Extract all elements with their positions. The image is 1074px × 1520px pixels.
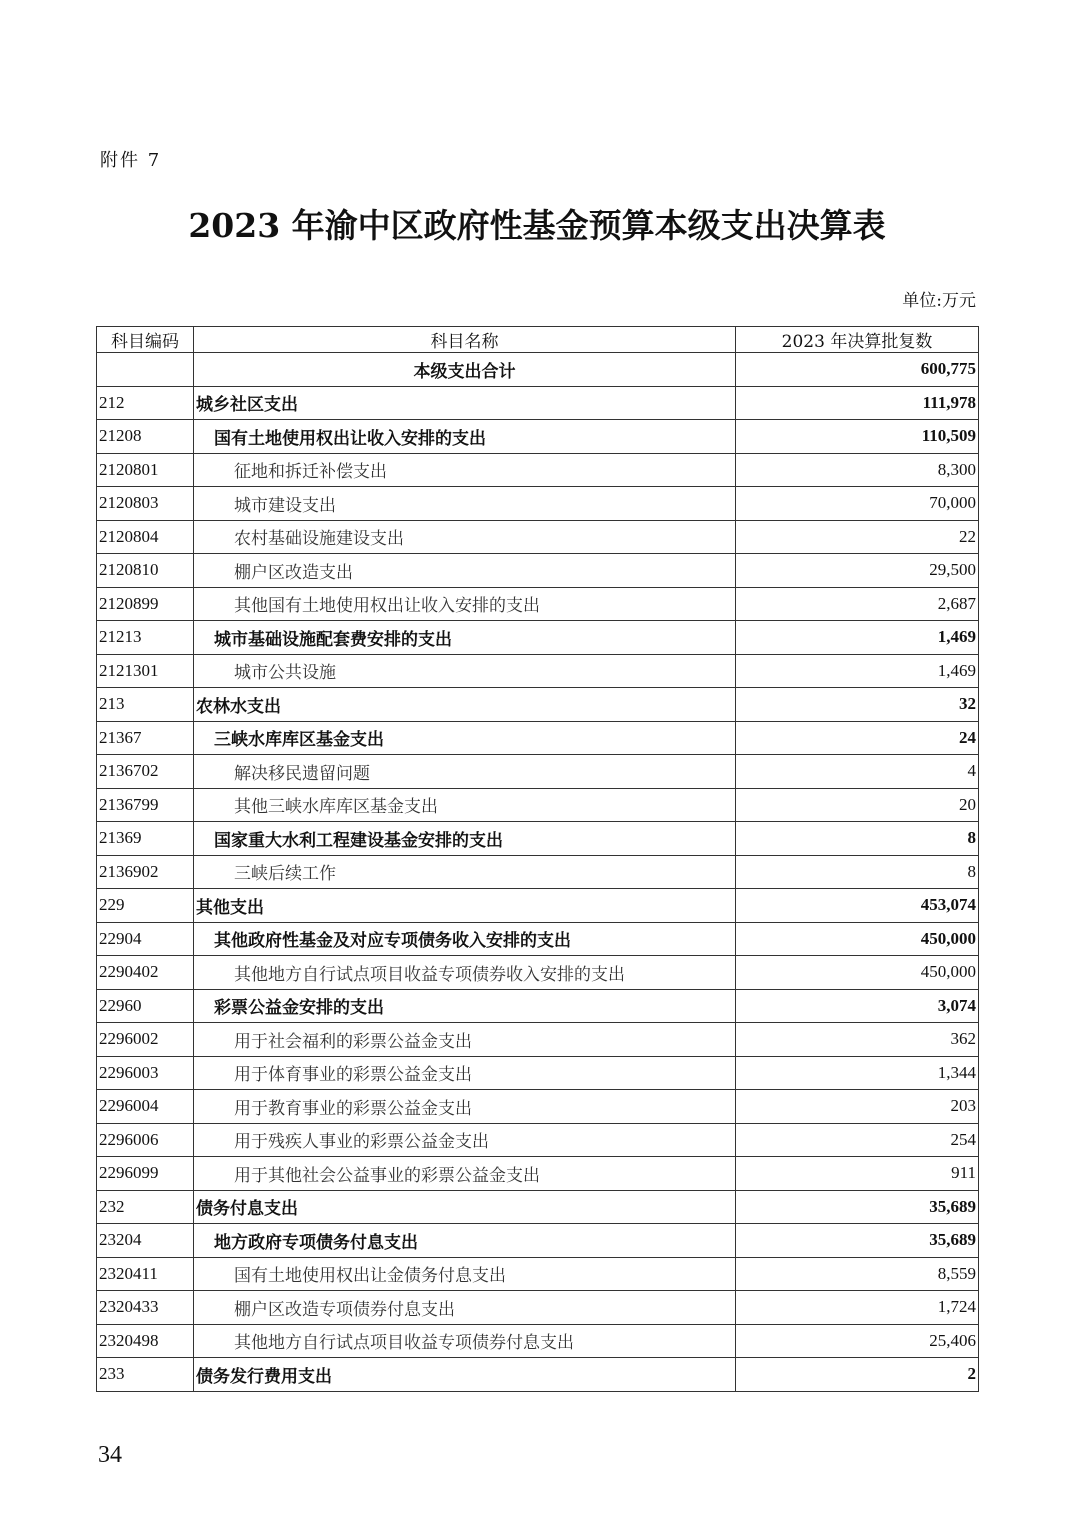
row-amount: 1,344 [736, 1056, 979, 1090]
row-name: 彩票公益金安排的支出 [194, 989, 736, 1023]
table-row [97, 1257, 979, 1291]
row-name: 三峡水库库区基金支出 [194, 721, 736, 755]
table-row [97, 1157, 979, 1191]
row-name: 国有土地使用权出让金债务付息支出 [194, 1257, 736, 1291]
table-row [97, 688, 979, 722]
row-name: 用于社会福利的彩票公益金支出 [194, 1023, 736, 1057]
row-name: 用于其他社会公益事业的彩票公益金支出 [194, 1157, 736, 1191]
table-row [97, 922, 979, 956]
table-row [97, 889, 979, 923]
row-amount: 8 [736, 855, 979, 889]
row-code: 21208 [97, 420, 194, 454]
row-name: 债务付息支出 [194, 1190, 736, 1224]
row-name: 其他支出 [194, 889, 736, 923]
table-row [97, 1023, 979, 1057]
table-header-row [97, 327, 979, 353]
table-row [97, 721, 979, 755]
row-code: 22960 [97, 989, 194, 1023]
table-row [97, 554, 979, 588]
table-row [97, 1190, 979, 1224]
row-code: 2120803 [97, 487, 194, 521]
table-body [97, 353, 979, 1392]
row-amount: 70,000 [736, 487, 979, 521]
row-amount: 362 [736, 1023, 979, 1057]
row-code: 2296002 [97, 1023, 194, 1057]
table-row [97, 1324, 979, 1358]
row-code: 2120801 [97, 453, 194, 487]
row-code: 2296006 [97, 1123, 194, 1157]
table-row [97, 1291, 979, 1325]
row-name: 三峡后续工作 [194, 855, 736, 889]
row-name: 债务发行费用支出 [194, 1358, 736, 1392]
row-name: 用于体育事业的彩票公益金支出 [194, 1056, 736, 1090]
table-row [97, 453, 979, 487]
table-row [97, 587, 979, 621]
table-row [97, 654, 979, 688]
row-amount: 1,469 [736, 654, 979, 688]
row-code: 21367 [97, 721, 194, 755]
page-number: 34 [98, 1442, 122, 1468]
row-code: 2290402 [97, 956, 194, 990]
row-amount: 1,724 [736, 1291, 979, 1325]
row-name: 其他国有土地使用权出让收入安排的支出 [194, 587, 736, 621]
row-name: 农村基础设施建设支出 [194, 520, 736, 554]
header-name: 科目名称 [194, 327, 736, 353]
unit-label: 单位:万元 [902, 291, 976, 311]
table-row [97, 420, 979, 454]
row-code: 2320498 [97, 1324, 194, 1358]
table-row [97, 788, 979, 822]
row-name: 农林水支出 [194, 688, 736, 722]
row-code: 233 [97, 1358, 194, 1392]
row-code: 213 [97, 688, 194, 722]
budget-table [96, 326, 979, 1392]
row-code: 2296004 [97, 1090, 194, 1124]
row-amount: 20 [736, 788, 979, 822]
row-code: 2136702 [97, 755, 194, 789]
row-name: 地方政府专项债务付息支出 [194, 1224, 736, 1258]
row-amount: 8,300 [736, 453, 979, 487]
row-amount: 32 [736, 688, 979, 722]
row-code: 2121301 [97, 654, 194, 688]
table-row [97, 1224, 979, 1258]
table-row [97, 855, 979, 889]
row-code: 2120810 [97, 554, 194, 588]
row-amount: 1,469 [736, 621, 979, 655]
row-code [97, 353, 194, 387]
row-amount: 911 [736, 1157, 979, 1191]
table-row [97, 386, 979, 420]
row-amount: 254 [736, 1123, 979, 1157]
row-amount: 22 [736, 520, 979, 554]
table-row [97, 487, 979, 521]
row-amount: 29,500 [736, 554, 979, 588]
row-amount: 111,978 [736, 386, 979, 420]
row-name: 用于残疾人事业的彩票公益金支出 [194, 1123, 736, 1157]
header-code: 科目编码 [97, 327, 194, 353]
row-amount: 450,000 [736, 956, 979, 990]
row-amount: 203 [736, 1090, 979, 1124]
row-name: 国有土地使用权出让收入安排的支出 [194, 420, 736, 454]
row-code: 2320433 [97, 1291, 194, 1325]
header-amount: 2023 年决算批复数 [736, 327, 979, 353]
row-amount: 2 [736, 1358, 979, 1392]
row-name: 城市基础设施配套费安排的支出 [194, 621, 736, 655]
row-code: 21369 [97, 822, 194, 856]
row-amount: 453,074 [736, 889, 979, 923]
row-code: 2320411 [97, 1257, 194, 1291]
row-code: 232 [97, 1190, 194, 1224]
row-name: 本级支出合计 [194, 353, 736, 387]
table-row [97, 822, 979, 856]
row-code: 2136799 [97, 788, 194, 822]
row-code: 212 [97, 386, 194, 420]
row-code: 2296003 [97, 1056, 194, 1090]
attachment-label: 附件 7 [100, 150, 162, 171]
row-amount: 25,406 [736, 1324, 979, 1358]
table-row [97, 989, 979, 1023]
row-amount: 3,074 [736, 989, 979, 1023]
table-row [97, 353, 979, 387]
table-row [97, 520, 979, 554]
table-row [97, 1090, 979, 1124]
row-amount: 24 [736, 721, 979, 755]
table-row [97, 1358, 979, 1392]
row-amount: 8 [736, 822, 979, 856]
row-amount: 4 [736, 755, 979, 789]
row-name: 解决移民遗留问题 [194, 755, 736, 789]
row-name: 棚户区改造支出 [194, 554, 736, 588]
row-amount: 35,689 [736, 1224, 979, 1258]
row-name: 城市建设支出 [194, 487, 736, 521]
page-title: 2023 年渝中区政府性基金预算本级支出决算表 [188, 206, 886, 245]
row-name: 城市公共设施 [194, 654, 736, 688]
row-name: 征地和拆迁补偿支出 [194, 453, 736, 487]
row-code: 21213 [97, 621, 194, 655]
row-name: 其他政府性基金及对应专项债务收入安排的支出 [194, 922, 736, 956]
row-name: 其他三峡水库库区基金支出 [194, 788, 736, 822]
row-code: 2296099 [97, 1157, 194, 1191]
row-code: 22904 [97, 922, 194, 956]
row-code: 2120899 [97, 587, 194, 621]
row-code: 2136902 [97, 855, 194, 889]
row-amount: 450,000 [736, 922, 979, 956]
table-row [97, 956, 979, 990]
row-name: 其他地方自行试点项目收益专项债券付息支出 [194, 1324, 736, 1358]
row-name: 城乡社区支出 [194, 386, 736, 420]
row-amount: 8,559 [736, 1257, 979, 1291]
row-code: 2120804 [97, 520, 194, 554]
row-name: 国家重大水利工程建设基金安排的支出 [194, 822, 736, 856]
row-name: 棚户区改造专项债券付息支出 [194, 1291, 736, 1325]
row-amount: 110,509 [736, 420, 979, 454]
row-code: 23204 [97, 1224, 194, 1258]
row-name: 用于教育事业的彩票公益金支出 [194, 1090, 736, 1124]
row-name: 其他地方自行试点项目收益专项债券收入安排的支出 [194, 956, 736, 990]
row-amount: 2,687 [736, 587, 979, 621]
table-row [97, 1123, 979, 1157]
row-code: 229 [97, 889, 194, 923]
row-amount: 600,775 [736, 353, 979, 387]
table-row [97, 755, 979, 789]
table-row [97, 621, 979, 655]
row-amount: 35,689 [736, 1190, 979, 1224]
table-row [97, 1056, 979, 1090]
